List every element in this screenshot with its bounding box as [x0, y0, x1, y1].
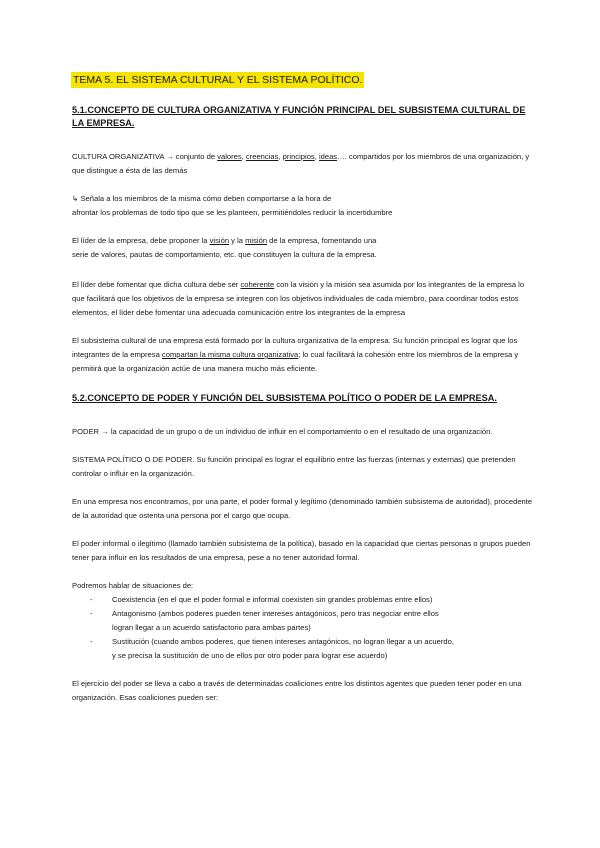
underlined-compartan: compartan la misma cultura organizativa: [161, 350, 299, 359]
paragraph-lider-coherente: El líder debe fomentar que dicha cultura debe ser coherente con la visión y la misión sea asumida por los integrantes de la empresa lo que facilitará que los objetivos de la empresa se integren con los objetivos individuales de cada miembro, para coordinar todos estos elementos, el líder debe fomentar una adecuada comunicación entre los integrantes de la empresa: [72, 280, 525, 317]
underlined-mision: misión: [245, 236, 268, 245]
paragraph-sistema-politico: SISTEMA POLÍTICO O DE PODER. Su función principal es lograr el equilibrio entre las fuerzas (internas y externas) que pretenden controlar o influir en la organización.: [72, 455, 516, 478]
paragraph-poder-informal: El poder informal o ilegítimo (llamado también subsistema de la política), basado en la capacidad que ciertas personas o grupos pueden tener para influir en los resultados de una empresa, pese a no tener autoridad formal.: [72, 539, 531, 562]
list-item-continuation: y se precisa la sustitución de uno de ellos por otro poder para lograr ese acuerdo): [112, 651, 388, 660]
paragraph-lider-vision: El líder de la empresa, debe proponer la visión y la misión de la empresa, fomentando una serie de valores, pautas de comportamiento, etc. que constituyen la cultura de la empresa.: [72, 236, 377, 259]
list-item: - Coexistencia (en el que el poder formal e informal coexisten sin grandes problemas entre ellos): [90, 595, 433, 604]
underlined-creencias: creencias: [245, 152, 279, 161]
document-title: TEMA 5. EL SISTEMA CULTURAL Y EL SISTEMA POLÍTICO.: [73, 74, 363, 86]
situaciones-list: [72, 593, 534, 663]
paragraph-senala: ↳ Señala a los miembros de la misma cómo deben comportarse a la hora de afrontar los problemas de todo tipo que se les planteen, permitiéndoles reducir la incertidumbre: [72, 194, 393, 217]
underlined-coherente: coherente: [240, 280, 275, 289]
underlined-ideas: ideas: [318, 152, 338, 161]
list-item: - Sustitución (cuando ambos poderes, que tienen intereses antagónicos, no logran llegar a un acuerdo,: [90, 637, 454, 646]
underlined-principios: principios: [282, 152, 315, 161]
paragraph-situaciones: Podremos hablar de situaciones de:: [72, 581, 194, 590]
list-item-continuation: logran llegar a un acuerdo satisfactorio para ambas partes): [112, 623, 311, 632]
section-heading-5-1: 5.1.CONCEPTO DE CULTURA ORGANIZATIVA Y FUNCIÓN PRINCIPAL DEL SUBSISTEMA CULTURAL DE LA EMPRESA.: [72, 105, 526, 128]
paragraph-poder-formal: En una empresa nos encontramos, por una parte, el poder formal y legítimo (denominado también subsistema de autoridad), procedente de la autoridad que ostenta una persona por el cargo que ocupa.: [72, 497, 533, 520]
list-item: - Antagonismo (ambos poderes pueden tener intereses antagónicos, pero tras negociar entre ellos: [90, 609, 439, 618]
term-cultura-organizativa: CULTURA ORGANIZATIVA: [72, 152, 164, 161]
section-heading-5-2: 5.2.CONCEPTO DE PODER Y FUNCIÓN DEL SUBSISTEMA POLÍTICO O PODER DE LA EMPRESA.: [72, 393, 497, 403]
paragraph-cultura-organizativa: CULTURA ORGANIZATIVA → conjunto de valores, creencias, principios, ideas…. compartidos por los miembros de una organización, y que distingue a ésta de las demás: [72, 152, 530, 175]
paragraph-subsistema-cultural: El subsistema cultural de una empresa está formado por la cultura organizativa de la empresa. Su función principal es lograr que los integrantes de la empresa compartan la misma cultura organizativa; lo cual facilitará la cohesión entre los miembros de la empresa y permitirá que la organización actúe de una manera mucho más eficiente.: [72, 336, 519, 373]
underlined-vision: visión: [209, 236, 230, 245]
paragraph-coaliciones: El ejercicio del poder se lleva a cabo a través de determinadas coaliciones entre los distintos agentes que pueden tener poder en una organización. Esas coaliciones pueden ser:: [72, 679, 522, 702]
paragraph-poder: PODER → la capacidad de un grupo o de un individuo de influir en el comportamiento o en el resultado de una organización.: [72, 427, 493, 436]
underlined-valores: valores: [217, 152, 242, 161]
document-page: [72, 70, 534, 719]
